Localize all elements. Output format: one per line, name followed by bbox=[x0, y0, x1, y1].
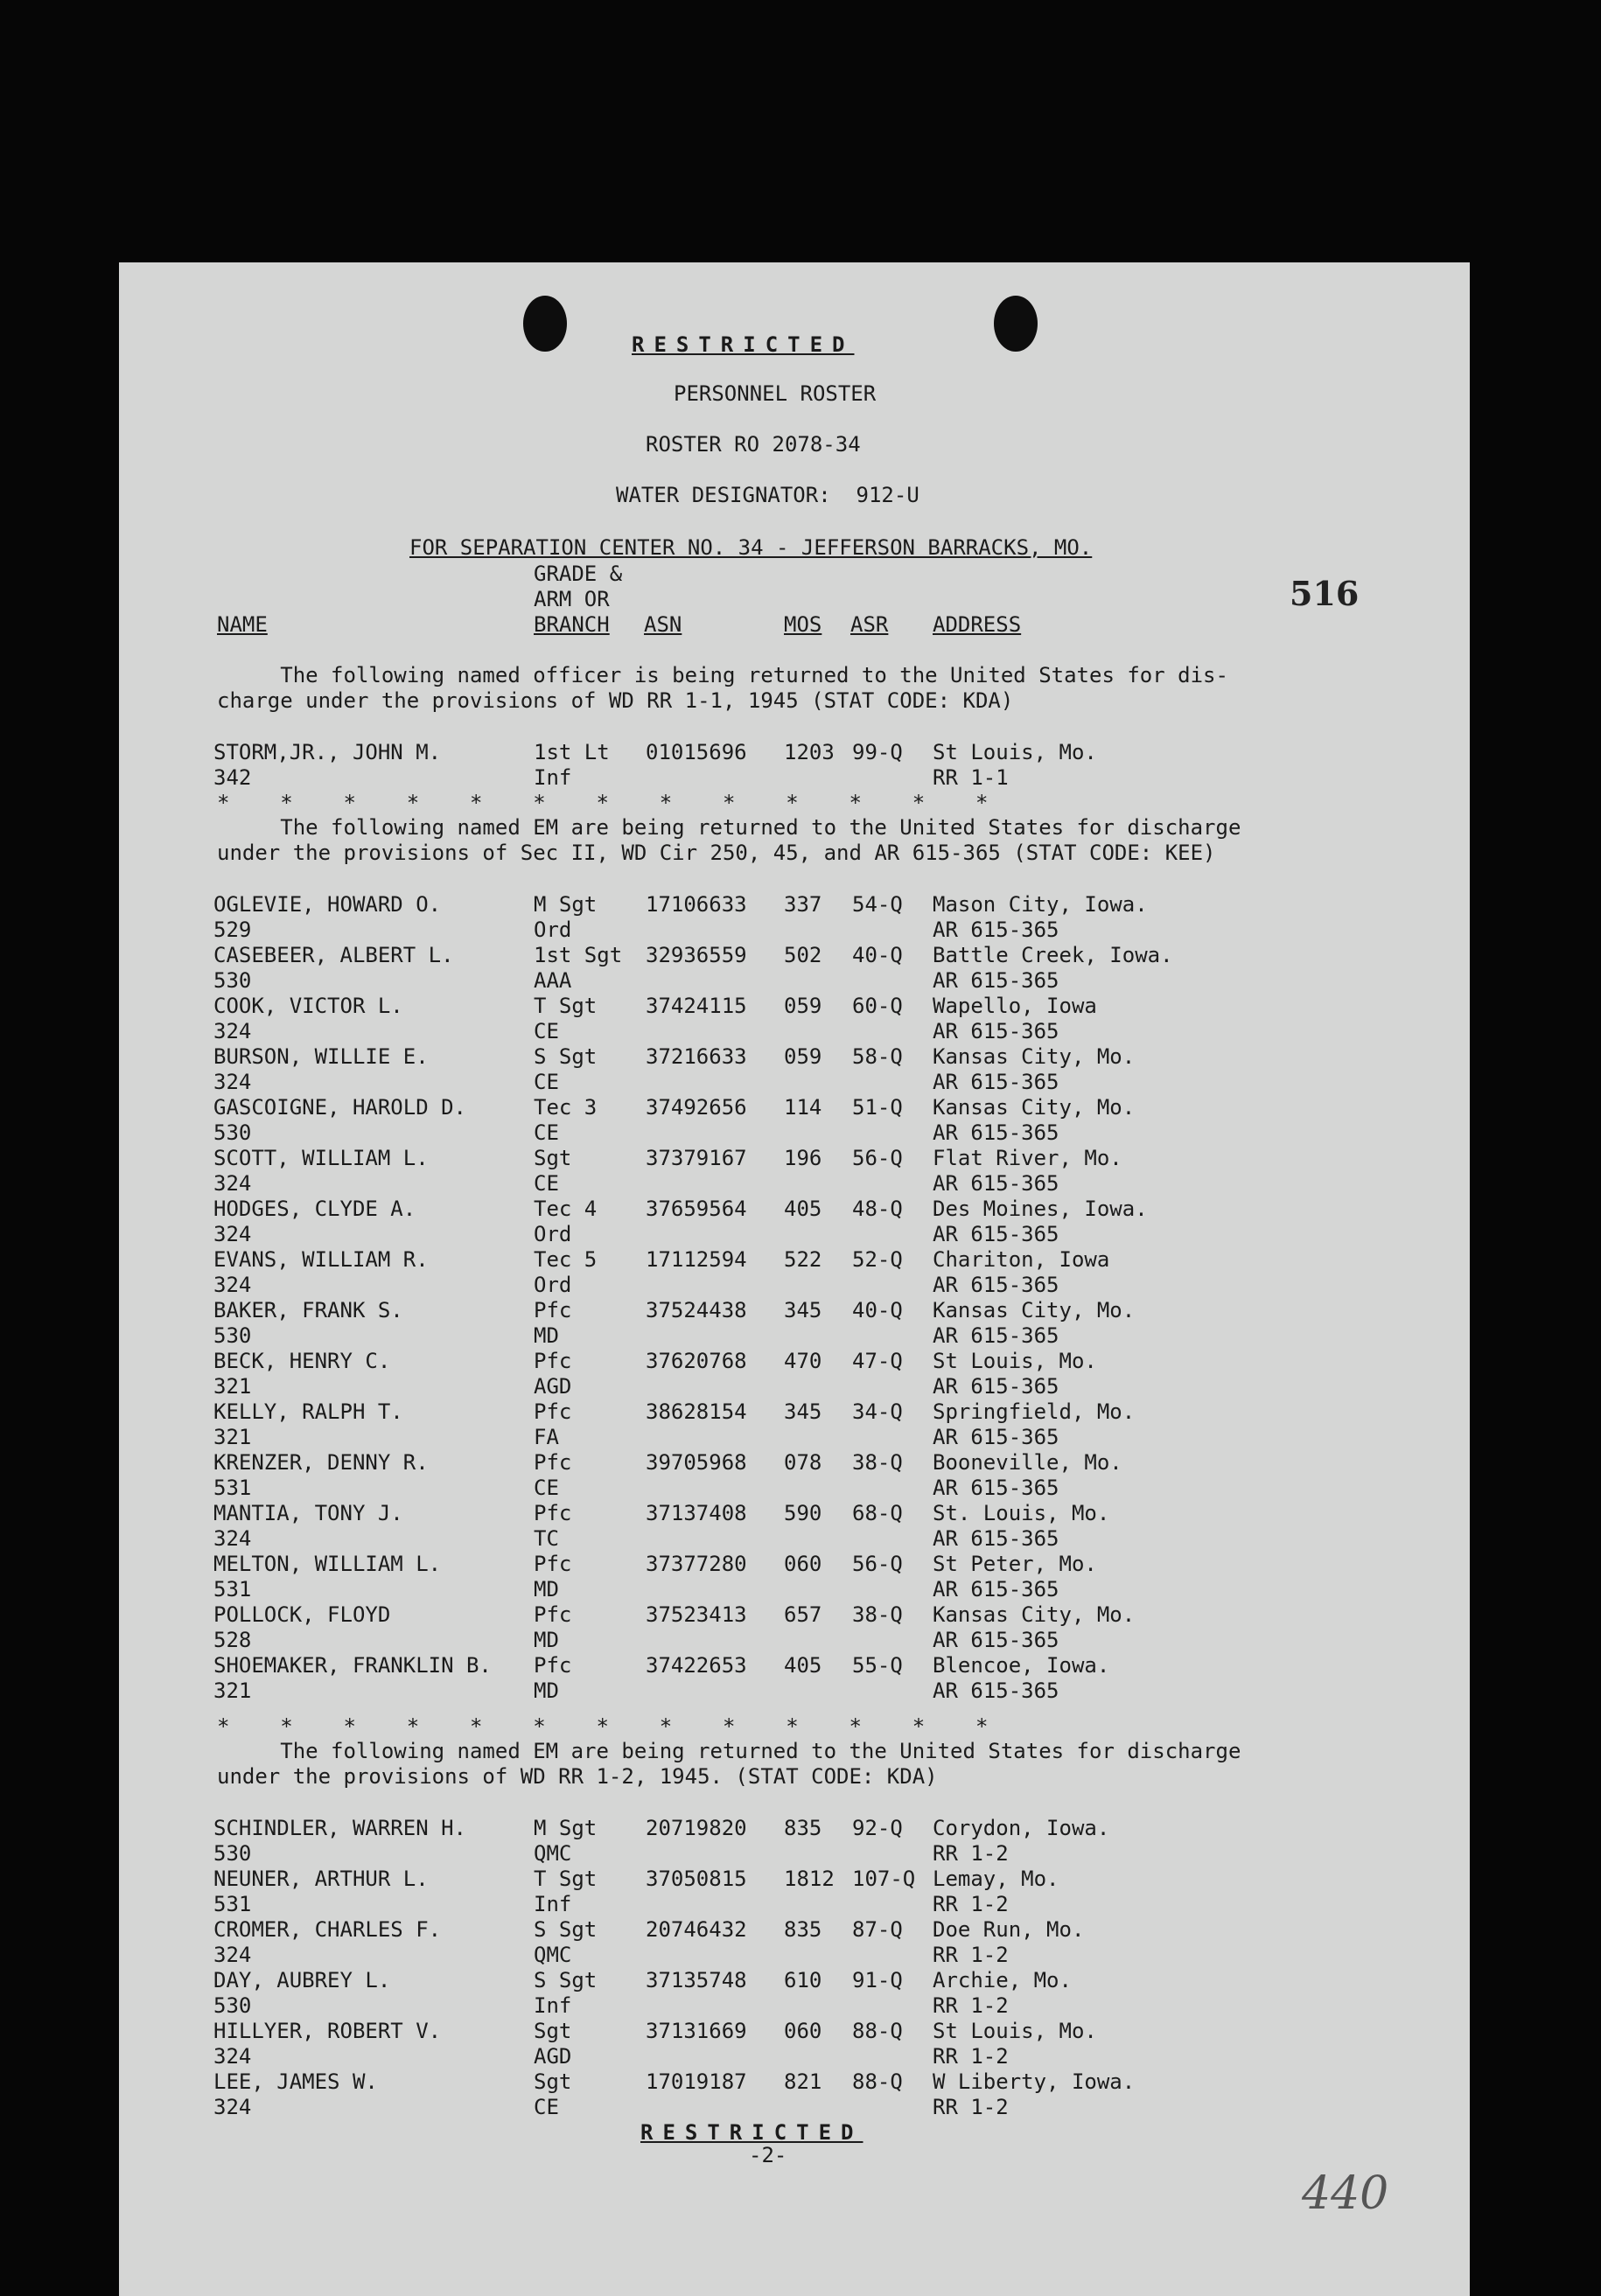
row-address: St Louis, Mo. bbox=[933, 740, 1097, 764]
row-code: 531 bbox=[213, 1476, 252, 1500]
row-code: 529 bbox=[213, 918, 252, 942]
row-mos: 060 bbox=[784, 1552, 822, 1576]
col-grade-1: GRADE & bbox=[534, 562, 623, 586]
row-address: St Peter, Mo. bbox=[933, 1552, 1097, 1576]
row-asr: 68-Q bbox=[852, 1501, 903, 1525]
water-designator: WATER DESIGNATOR: 912-U bbox=[616, 483, 919, 507]
row-name: SCOTT, WILLIAM L. bbox=[213, 1146, 429, 1170]
row-grade: Tec 4 bbox=[534, 1197, 598, 1221]
restricted-header: RESTRICTED bbox=[632, 332, 855, 357]
row-name: OGLEVIE, HOWARD O. bbox=[213, 892, 442, 917]
row-name: BECK, HENRY C. bbox=[213, 1349, 391, 1373]
row-mos: 405 bbox=[784, 1197, 822, 1221]
row-code: 342 bbox=[213, 765, 252, 790]
row-asn: 37659564 bbox=[646, 1197, 747, 1221]
row-address: Booneville, Mo. bbox=[933, 1450, 1122, 1475]
row-asn: 37377280 bbox=[646, 1552, 747, 1576]
row-authority: AR 615-365 bbox=[933, 918, 1059, 942]
row-authority: RR 1-2 bbox=[933, 2095, 1009, 2119]
row-grade: Pfc bbox=[534, 1298, 572, 1322]
row-branch: FA bbox=[534, 1425, 559, 1449]
row-address: Doe Run, Mo. bbox=[933, 1917, 1085, 1942]
row-grade: Pfc bbox=[534, 1399, 572, 1424]
row-name: POLLOCK, FLOYD bbox=[213, 1602, 391, 1627]
row-asr: 38-Q bbox=[852, 1450, 903, 1475]
punch-hole-right bbox=[994, 296, 1038, 352]
row-branch: Ord bbox=[534, 1273, 572, 1297]
row-asr: 56-Q bbox=[852, 1146, 903, 1170]
handwritten-number: 440 bbox=[1302, 2167, 1389, 2220]
row-asr: 40-Q bbox=[852, 1298, 903, 1322]
row-mos: 610 bbox=[784, 1968, 822, 1992]
section-intro-line: under the provisions of Sec II, WD Cir 250, 45, and AR 615-365 (STAT CODE: KEE) bbox=[217, 841, 1216, 865]
row-code: 530 bbox=[213, 968, 252, 993]
row-code: 324 bbox=[213, 2095, 252, 2119]
row-authority: AR 615-365 bbox=[933, 1070, 1059, 1094]
row-name: CROMER, CHARLES F. bbox=[213, 1917, 442, 1942]
row-grade: Tec 3 bbox=[534, 1095, 598, 1120]
row-address: Springfield, Mo. bbox=[933, 1399, 1136, 1424]
row-asr: 107-Q bbox=[852, 1867, 916, 1891]
row-address: Chariton, Iowa bbox=[933, 1247, 1110, 1272]
row-grade: S Sgt bbox=[534, 1968, 598, 1992]
row-mos: 522 bbox=[784, 1247, 822, 1272]
section-intro-line: under the provisions of WD RR 1-2, 1945. (STAT CODE: KDA) bbox=[217, 1764, 938, 1789]
row-asr: 91-Q bbox=[852, 1968, 903, 1992]
row-code: 530 bbox=[213, 1993, 252, 2018]
row-branch: MD bbox=[534, 1678, 559, 1703]
row-name: LEE, JAMES W. bbox=[213, 2069, 378, 2094]
separation-center: FOR SEPARATION CENTER NO. 34 - JEFFERSON BARRACKS, MO. bbox=[409, 535, 1093, 560]
row-code: 324 bbox=[213, 1019, 252, 1043]
row-address: Mason City, Iowa. bbox=[933, 892, 1148, 917]
row-asn: 37620768 bbox=[646, 1349, 747, 1373]
row-authority: AR 615-365 bbox=[933, 1222, 1059, 1246]
row-branch: Ord bbox=[534, 1222, 572, 1246]
row-authority: AR 615-365 bbox=[933, 1323, 1059, 1348]
row-asr: 48-Q bbox=[852, 1197, 903, 1221]
stamp-number: 516 bbox=[1290, 574, 1360, 613]
row-grade: Tec 5 bbox=[534, 1247, 598, 1272]
row-asr: 99-Q bbox=[852, 740, 903, 764]
row-grade: T Sgt bbox=[534, 1867, 598, 1891]
document-page bbox=[119, 262, 1470, 2296]
section-intro-line: The following named EM are being returned to the United States for discharge bbox=[217, 815, 1241, 840]
row-grade: M Sgt bbox=[534, 892, 598, 917]
row-grade: M Sgt bbox=[534, 1816, 598, 1840]
row-code: 324 bbox=[213, 2044, 252, 2069]
row-mos: 196 bbox=[784, 1146, 822, 1170]
row-mos: 590 bbox=[784, 1501, 822, 1525]
row-mos: 835 bbox=[784, 1816, 822, 1840]
row-mos: 1812 bbox=[784, 1867, 835, 1891]
row-asn: 37137408 bbox=[646, 1501, 747, 1525]
row-name: KELLY, RALPH T. bbox=[213, 1399, 403, 1424]
row-grade: Pfc bbox=[534, 1349, 572, 1373]
page-number: -2- bbox=[749, 2143, 787, 2167]
section-intro-line: The following named EM are being returned to the United States for discharge bbox=[217, 1739, 1241, 1763]
row-asn: 17106633 bbox=[646, 892, 747, 917]
row-mos: 059 bbox=[784, 994, 822, 1018]
row-branch: AGD bbox=[534, 2044, 572, 2069]
row-grade: Sgt bbox=[534, 2019, 572, 2043]
row-code: 531 bbox=[213, 1577, 252, 1602]
row-name: BURSON, WILLIE E. bbox=[213, 1044, 429, 1069]
row-name: SCHINDLER, WARREN H. bbox=[213, 1816, 466, 1840]
row-grade: Sgt bbox=[534, 1146, 572, 1170]
row-authority: AR 615-365 bbox=[933, 1526, 1059, 1551]
row-asn: 37492656 bbox=[646, 1095, 747, 1120]
row-name: MANTIA, TONY J. bbox=[213, 1501, 403, 1525]
row-mos: 078 bbox=[784, 1450, 822, 1475]
row-authority: AR 615-365 bbox=[933, 1019, 1059, 1043]
row-grade: S Sgt bbox=[534, 1917, 598, 1942]
row-mos: 337 bbox=[784, 892, 822, 917]
row-name: BAKER, FRANK S. bbox=[213, 1298, 403, 1322]
row-authority: AR 615-365 bbox=[933, 1678, 1059, 1703]
row-code: 321 bbox=[213, 1374, 252, 1399]
row-code: 321 bbox=[213, 1678, 252, 1703]
row-asn: 01015696 bbox=[646, 740, 747, 764]
row-mos: 1203 bbox=[784, 740, 835, 764]
row-asr: 88-Q bbox=[852, 2019, 903, 2043]
row-name: NEUNER, ARTHUR L. bbox=[213, 1867, 429, 1891]
row-name: DAY, AUBREY L. bbox=[213, 1968, 391, 1992]
row-branch: MD bbox=[534, 1577, 559, 1602]
row-asn: 32936559 bbox=[646, 943, 747, 967]
row-asn: 37379167 bbox=[646, 1146, 747, 1170]
row-mos: 405 bbox=[784, 1653, 822, 1678]
row-name: HODGES, CLYDE A. bbox=[213, 1197, 416, 1221]
row-authority: RR 1-2 bbox=[933, 1943, 1009, 1967]
row-address: Blencoe, Iowa. bbox=[933, 1653, 1110, 1678]
row-branch: Inf bbox=[534, 765, 572, 790]
col-name: NAME bbox=[217, 612, 268, 637]
row-name: EVANS, WILLIAM R. bbox=[213, 1247, 429, 1272]
row-grade: Pfc bbox=[534, 1653, 572, 1678]
row-asr: 40-Q bbox=[852, 943, 903, 967]
row-authority: AR 615-365 bbox=[933, 1577, 1059, 1602]
row-asn: 37422653 bbox=[646, 1653, 747, 1678]
col-mos: MOS bbox=[784, 612, 822, 637]
row-code: 324 bbox=[213, 1943, 252, 1967]
col-asr: ASR bbox=[850, 612, 889, 637]
row-grade: 1st Lt bbox=[534, 740, 610, 764]
row-code: 530 bbox=[213, 1323, 252, 1348]
row-branch: CE bbox=[534, 1120, 559, 1145]
row-address: Lemay, Mo. bbox=[933, 1867, 1059, 1891]
row-code: 531 bbox=[213, 1892, 252, 1916]
row-asn: 37050815 bbox=[646, 1867, 747, 1891]
row-address: Corydon, Iowa. bbox=[933, 1816, 1110, 1840]
row-name: COOK, VICTOR L. bbox=[213, 994, 403, 1018]
row-code: 324 bbox=[213, 1273, 252, 1297]
row-branch: CE bbox=[534, 1070, 559, 1094]
roster-number: ROSTER RO 2078-34 bbox=[646, 432, 861, 457]
row-branch: AGD bbox=[534, 1374, 572, 1399]
row-authority: RR 1-2 bbox=[933, 2044, 1009, 2069]
row-address: St. Louis, Mo. bbox=[933, 1501, 1110, 1525]
row-code: 530 bbox=[213, 1120, 252, 1145]
row-asn: 39705968 bbox=[646, 1450, 747, 1475]
row-code: 528 bbox=[213, 1628, 252, 1652]
row-asn: 37523413 bbox=[646, 1602, 747, 1627]
row-name: SHOEMAKER, FRANKLIN B. bbox=[213, 1653, 492, 1678]
row-asr: 92-Q bbox=[852, 1816, 903, 1840]
row-mos: 345 bbox=[784, 1298, 822, 1322]
row-address: W Liberty, Iowa. bbox=[933, 2069, 1136, 2094]
row-asr: 60-Q bbox=[852, 994, 903, 1018]
row-branch: Inf bbox=[534, 1892, 572, 1916]
row-branch: QMC bbox=[534, 1943, 572, 1967]
row-asr: 52-Q bbox=[852, 1247, 903, 1272]
restricted-footer: RESTRICTED bbox=[640, 2120, 863, 2145]
row-address: Flat River, Mo. bbox=[933, 1146, 1122, 1170]
row-name: CASEBEER, ALBERT L. bbox=[213, 943, 454, 967]
row-grade: Pfc bbox=[534, 1501, 572, 1525]
row-grade: Sgt bbox=[534, 2069, 572, 2094]
row-code: 324 bbox=[213, 1171, 252, 1196]
col-grade-3: BRANCH bbox=[534, 612, 610, 637]
row-branch: CE bbox=[534, 1019, 559, 1043]
row-asn: 37135748 bbox=[646, 1968, 747, 1992]
row-branch: CE bbox=[534, 2095, 559, 2119]
row-grade: Pfc bbox=[534, 1552, 572, 1576]
separator-row: * * * * * * * * * * * * * bbox=[217, 1714, 989, 1739]
row-mos: 060 bbox=[784, 2019, 822, 2043]
row-name: GASCOIGNE, HAROLD D. bbox=[213, 1095, 466, 1120]
section-intro-line: The following named officer is being returned to the United States for dis- bbox=[217, 663, 1228, 687]
row-grade: Pfc bbox=[534, 1450, 572, 1475]
row-asn: 17112594 bbox=[646, 1247, 747, 1272]
row-grade: 1st Sgt bbox=[534, 943, 623, 967]
row-mos: 114 bbox=[784, 1095, 822, 1120]
row-asr: 51-Q bbox=[852, 1095, 903, 1120]
row-authority: AR 615-365 bbox=[933, 1120, 1059, 1145]
row-mos: 345 bbox=[784, 1399, 822, 1424]
row-asr: 38-Q bbox=[852, 1602, 903, 1627]
row-mos: 821 bbox=[784, 2069, 822, 2094]
row-asn: 37216633 bbox=[646, 1044, 747, 1069]
row-grade: S Sgt bbox=[534, 1044, 598, 1069]
row-address: Kansas City, Mo. bbox=[933, 1044, 1136, 1069]
row-address: Kansas City, Mo. bbox=[933, 1602, 1136, 1627]
row-mos: 470 bbox=[784, 1349, 822, 1373]
row-address: St Louis, Mo. bbox=[933, 2019, 1097, 2043]
row-code: 530 bbox=[213, 1841, 252, 1866]
row-authority: AR 615-365 bbox=[933, 1273, 1059, 1297]
row-authority: AR 615-365 bbox=[933, 1628, 1059, 1652]
row-asr: 54-Q bbox=[852, 892, 903, 917]
row-asr: 88-Q bbox=[852, 2069, 903, 2094]
row-asn: 38628154 bbox=[646, 1399, 747, 1424]
row-asn: 37524438 bbox=[646, 1298, 747, 1322]
row-authority: AR 615-365 bbox=[933, 968, 1059, 993]
row-code: 321 bbox=[213, 1425, 252, 1449]
row-asn: 17019187 bbox=[646, 2069, 747, 2094]
row-mos: 059 bbox=[784, 1044, 822, 1069]
row-asr: 56-Q bbox=[852, 1552, 903, 1576]
row-mos: 657 bbox=[784, 1602, 822, 1627]
row-branch: CE bbox=[534, 1476, 559, 1500]
row-authority: AR 615-365 bbox=[933, 1374, 1059, 1399]
col-grade-2: ARM OR bbox=[534, 587, 610, 611]
row-branch: CE bbox=[534, 1171, 559, 1196]
row-asr: 47-Q bbox=[852, 1349, 903, 1373]
row-branch: TC bbox=[534, 1526, 559, 1551]
row-mos: 835 bbox=[784, 1917, 822, 1942]
row-address: Wapello, Iowa bbox=[933, 994, 1097, 1018]
row-branch: AAA bbox=[534, 968, 572, 993]
row-asn: 37424115 bbox=[646, 994, 747, 1018]
row-code: 324 bbox=[213, 1222, 252, 1246]
row-mos: 502 bbox=[784, 943, 822, 967]
row-name: STORM,JR., JOHN M. bbox=[213, 740, 442, 764]
row-branch: QMC bbox=[534, 1841, 572, 1866]
row-asr: 87-Q bbox=[852, 1917, 903, 1942]
row-address: Battle Creek, Iowa. bbox=[933, 943, 1173, 967]
row-address: Des Moines, Iowa. bbox=[933, 1197, 1148, 1221]
row-authority: RR 1-1 bbox=[933, 765, 1009, 790]
row-grade: T Sgt bbox=[534, 994, 598, 1018]
col-address: ADDRESS bbox=[933, 612, 1022, 637]
row-address: Kansas City, Mo. bbox=[933, 1095, 1136, 1120]
row-name: HILLYER, ROBERT V. bbox=[213, 2019, 442, 2043]
row-asn: 37131669 bbox=[646, 2019, 747, 2043]
row-authority: RR 1-2 bbox=[933, 1892, 1009, 1916]
row-name: KRENZER, DENNY R. bbox=[213, 1450, 429, 1475]
row-branch: Inf bbox=[534, 1993, 572, 2018]
row-grade: Pfc bbox=[534, 1602, 572, 1627]
col-asn: ASN bbox=[644, 612, 682, 637]
row-authority: AR 615-365 bbox=[933, 1476, 1059, 1500]
row-asr: 55-Q bbox=[852, 1653, 903, 1678]
row-address: Kansas City, Mo. bbox=[933, 1298, 1136, 1322]
row-name: MELTON, WILLIAM L. bbox=[213, 1552, 442, 1576]
row-asr: 58-Q bbox=[852, 1044, 903, 1069]
row-branch: Ord bbox=[534, 918, 572, 942]
row-asn: 20719820 bbox=[646, 1816, 747, 1840]
row-address: St Louis, Mo. bbox=[933, 1349, 1097, 1373]
punch-hole-left bbox=[523, 296, 567, 352]
row-branch: MD bbox=[534, 1323, 559, 1348]
row-asn: 20746432 bbox=[646, 1917, 747, 1942]
separator-row: * * * * * * * * * * * * * bbox=[217, 791, 989, 815]
row-code: 324 bbox=[213, 1526, 252, 1551]
row-authority: AR 615-365 bbox=[933, 1425, 1059, 1449]
row-authority: RR 1-2 bbox=[933, 1841, 1009, 1866]
row-address: Archie, Mo. bbox=[933, 1968, 1072, 1992]
row-authority: AR 615-365 bbox=[933, 1171, 1059, 1196]
row-asr: 34-Q bbox=[852, 1399, 903, 1424]
row-branch: MD bbox=[534, 1628, 559, 1652]
page-title: PERSONNEL ROSTER bbox=[674, 381, 877, 406]
row-authority: RR 1-2 bbox=[933, 1993, 1009, 2018]
section-intro-line: charge under the provisions of WD RR 1-1, 1945 (STAT CODE: KDA) bbox=[217, 688, 1014, 713]
row-code: 324 bbox=[213, 1070, 252, 1094]
